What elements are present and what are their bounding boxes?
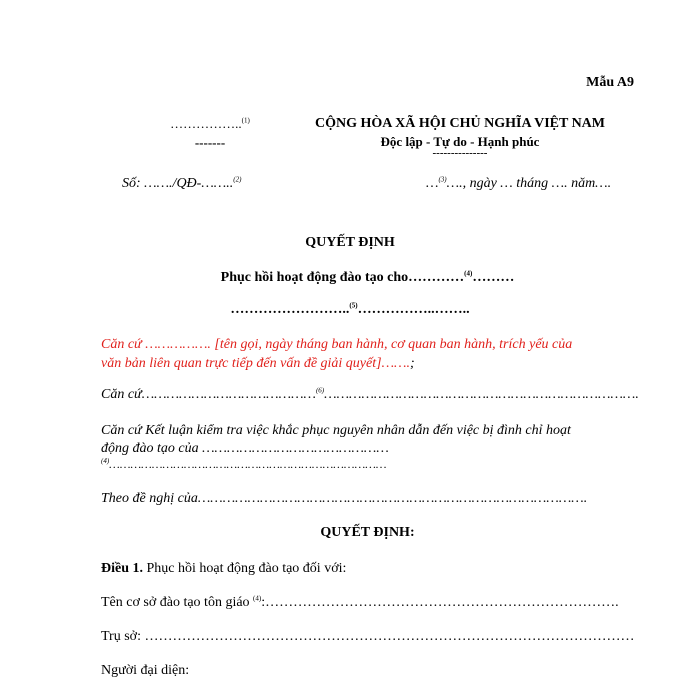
field-headquarters-dots: …………………………………………………………………………………………… [144,629,635,644]
document-title: QUYẾT ĐỊNH [305,235,395,250]
document-date [426,176,611,192]
subtitle2-text-after: ……………..…….. [357,302,470,317]
article-1 [101,561,346,577]
basis-inspection-line-3-dots: …………………………………………………………………… [109,457,387,471]
note-ref-1: (1) [241,116,250,125]
field-representative-label: Người đại diện: [101,663,190,678]
field-headquarters [101,629,634,645]
basis-inspection-line-3 [101,457,387,472]
document-subtitle-2 [0,302,700,318]
article-1-text: Phục hồi hoạt động đào tạo đối với: [143,561,347,576]
note-ref-5: (5) [349,301,358,310]
basis-proposal: Theo đề nghị của…………………………………………………………………………………. [101,491,588,506]
basis-competence-dots: …………………………………………………………………. [324,387,639,402]
basis-legal-line-2-end: ; [409,356,415,371]
basis-inspection-line-1: Căn cứ Kết luận kiểm tra việc khắc phục nguyên nhân dẫn đến việc bị đình chỉ hoạt [101,423,571,438]
issuing-org-dots: …………….. [170,116,242,131]
note-ref-4b: (4) [101,457,110,465]
note-ref-3: (3) [438,175,447,184]
basis-legal-line-2 [101,356,415,372]
field-institution-name [101,595,619,611]
article-1-label: Điều 1. [101,561,143,576]
date-prefix: … [426,176,439,191]
field-institution-name-label: Tên cơ sở đào tạo tôn giáo [101,595,254,610]
basis-competence [101,387,639,403]
form-code: Mẫu A9 [586,75,634,90]
document-subtitle [0,270,700,286]
document-number-text: Số: ……./QĐ-…….. [122,176,234,191]
basis-legal-line-1: Căn cứ ……………. [tên gọi, ngày tháng ban hành, cơ quan ban hành, trích yếu của [101,337,573,352]
date-text: …., ngày … tháng …. năm…. [446,176,612,191]
basis-inspection-line-2: động đào tạo của ……………………………………… [101,441,389,456]
note-ref-2: (2) [233,175,242,184]
field-representative [101,663,189,679]
subtitle-text-before: Phục hồi hoạt động đào tạo cho………… [220,270,465,285]
subtitle-text-after: ……… [472,270,515,285]
country-name: CỘNG HÒA XÃ HỘI CHỦ NGHĨA VIỆT NAM [314,116,605,131]
document-number [122,176,241,192]
issuing-org-dash: ------- [194,135,226,150]
national-motto: Độc lập - Tự do - Hạnh phúc [380,134,540,149]
note-ref-4: (4) [464,269,473,278]
note-ref-4c: (4) [253,594,262,603]
basis-legal-line-2-text: văn bản liên quan trực tiếp đến vấn đề giải quyết]……. [101,356,410,371]
note-ref-6: (6) [315,386,325,395]
basis-competence-text: Căn cứ…………………………………… [101,387,316,402]
motto-underline: --------------- [432,147,488,159]
field-institution-name-dots: :…………………………………………………………………. [261,595,619,610]
subtitle2-text-before: …………………….. [230,302,350,317]
decision-heading: QUYẾT ĐỊNH: [320,525,415,540]
field-headquarters-label: Trụ sở: [101,629,145,644]
issuing-org-placeholder [110,116,310,132]
